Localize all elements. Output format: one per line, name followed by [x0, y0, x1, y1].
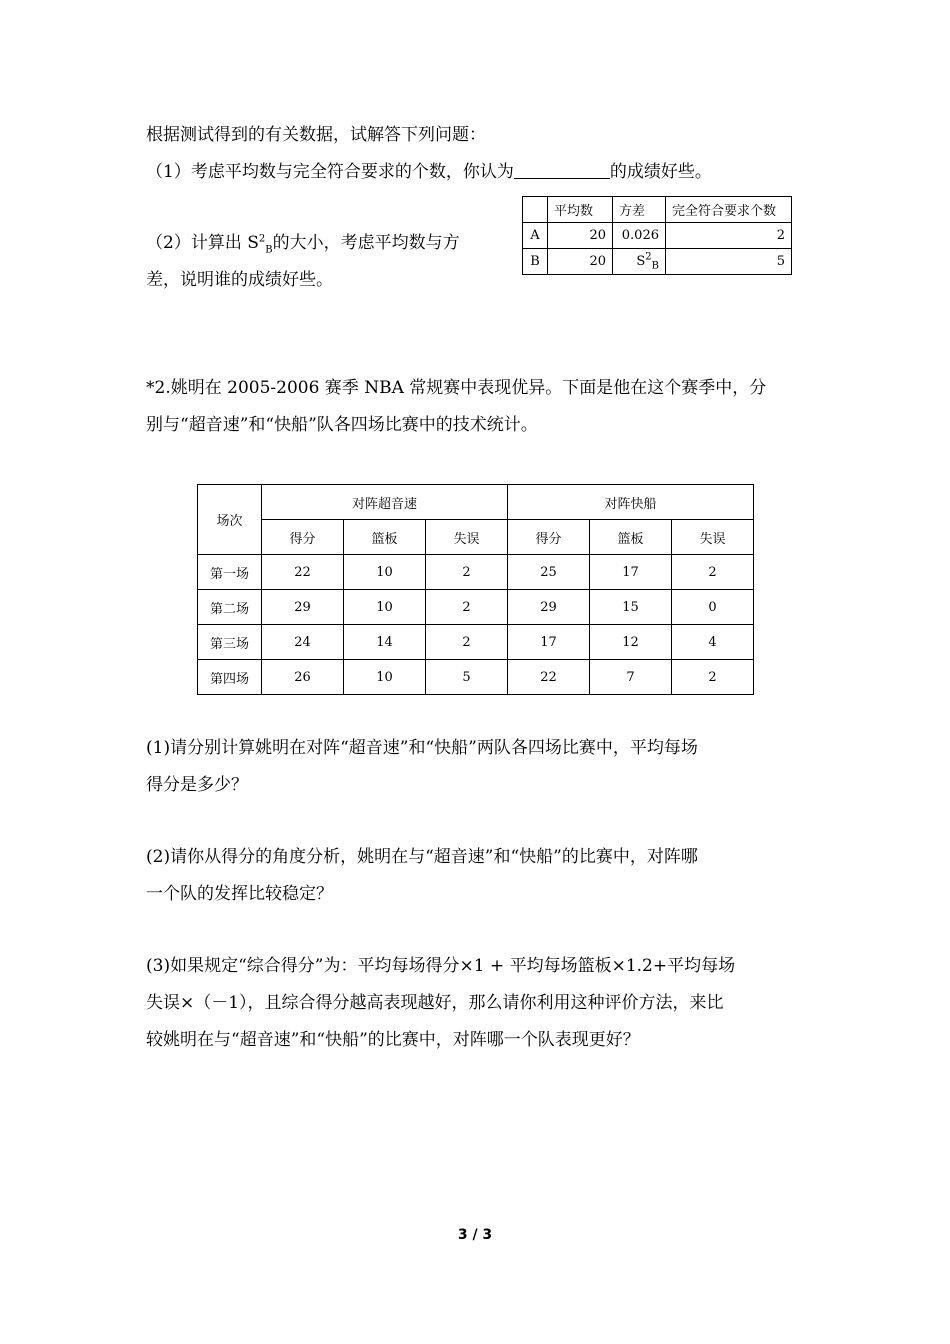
stats-subheader: [198, 520, 754, 555]
row-count: 2: [666, 223, 792, 249]
subheader-rebounds: 篮板: [590, 520, 672, 555]
row-label: 第四场: [198, 660, 262, 695]
intro-text: 根据测试得到的有关数据，试解答下列问题：: [146, 125, 486, 145]
stats-table: [197, 484, 754, 695]
question-2-sub: B: [265, 244, 273, 256]
row-count: 5: [666, 249, 792, 275]
cell: 25: [508, 555, 590, 590]
question-2-prefix: （2）计算出 S: [146, 233, 259, 253]
cell: 17: [508, 625, 590, 660]
corner-cell: 场次: [198, 485, 262, 555]
cell: 2: [426, 590, 508, 625]
sub-question-3-line3: 较姚明在与“超音速”和“快船”的比赛中，对阵哪一个队表现更好？: [146, 1030, 640, 1050]
stats-group-header: [198, 485, 754, 520]
cell: 29: [508, 590, 590, 625]
subheader-points: 得分: [262, 520, 344, 555]
table-row: [198, 590, 754, 625]
problem-2-line1: *2.姚明在 2005-2006 赛季 NBA 常规赛中表现优异。下面是他在这个赛季中，分: [146, 378, 767, 398]
header-blank: [523, 197, 548, 223]
row-label: 第二场: [198, 590, 262, 625]
cell: 7: [590, 660, 672, 695]
cell: 0: [672, 590, 754, 625]
cell: 4: [672, 625, 754, 660]
table-row: [198, 625, 754, 660]
problem-2-line2: 别与“超音速”和“快船”队各四场比赛中的技术统计。: [146, 415, 538, 435]
sub-question-3-line1: (3)如果规定“综合得分”为：平均每场得分×1 + 平均每场篮板×1.2+平均每场: [146, 956, 736, 976]
question-2-line1: [146, 233, 460, 256]
subheader-rebounds: 篮板: [344, 520, 426, 555]
table-row: [198, 555, 754, 590]
row-variance: 0.026: [613, 223, 666, 249]
row-mean: 20: [548, 223, 613, 249]
subheader-turnovers: 失误: [672, 520, 754, 555]
cell: 2: [426, 555, 508, 590]
cell: 22: [262, 555, 344, 590]
variance-table: [522, 196, 792, 275]
cell: 14: [344, 625, 426, 660]
question-1-prefix: （1）考虑平均数与完全符合要求的个数，你认为: [146, 162, 514, 182]
group-clippers: 对阵快船: [508, 485, 754, 520]
cell: 10: [344, 555, 426, 590]
header-count: 完全符合要求个数: [666, 197, 792, 223]
sub-question-1-line1: (1)请分别计算姚明在对阵“超音速”和“快船”两队各四场比赛中，平均每场: [146, 738, 698, 758]
cell: 26: [262, 660, 344, 695]
question-2-suffix: 的大小，考虑平均数与方: [272, 233, 460, 253]
cell: 24: [262, 625, 344, 660]
row-label: 第一场: [198, 555, 262, 590]
cell: 10: [344, 590, 426, 625]
table-row: [198, 660, 754, 695]
cell: 12: [590, 625, 672, 660]
variance-sub: B: [651, 260, 659, 272]
cell: 22: [508, 660, 590, 695]
sub-question-2-line1: (2)请你从得分的角度分析，姚明在与“超音速”和“快船”的比赛中，对阵哪: [146, 847, 698, 867]
row-label: A: [523, 223, 548, 249]
group-supersonics: 对阵超音速: [262, 485, 508, 520]
cell: 17: [590, 555, 672, 590]
question-2-sup: 2: [258, 233, 266, 245]
cell: 5: [426, 660, 508, 695]
variance-sup: 2: [645, 251, 652, 263]
question-1-suffix: 的成绩好些。: [609, 162, 712, 182]
subheader-points: 得分: [508, 520, 590, 555]
variance-base: S: [636, 254, 646, 269]
page-number: 3 / 3: [457, 1227, 493, 1243]
variance-table-header: [523, 197, 792, 223]
row-label: 第三场: [198, 625, 262, 660]
sub-question-2-line2: 一个队的发挥比较稳定？: [146, 884, 333, 904]
cell: 2: [672, 660, 754, 695]
table-row: [523, 223, 792, 249]
table-row: [523, 249, 792, 275]
cell: 10: [344, 660, 426, 695]
row-mean: 20: [548, 249, 613, 275]
sub-question-3-line2: 失误×（－1），且综合得分越高表现越好，那么请你利用这种评价方法，来比: [146, 993, 724, 1013]
row-variance: [613, 249, 666, 275]
sub-question-1-line2: 得分是多少？: [146, 775, 248, 795]
row-label: B: [523, 249, 548, 275]
header-mean: 平均数: [548, 197, 613, 223]
cell: 29: [262, 590, 344, 625]
cell: 2: [672, 555, 754, 590]
question-1: [146, 162, 712, 182]
subheader-turnovers: 失误: [426, 520, 508, 555]
cell: 15: [590, 590, 672, 625]
cell: 2: [426, 625, 508, 660]
header-variance: 方差: [613, 197, 666, 223]
question-2-line2: 差，说明谁的成绩好些。: [146, 270, 333, 290]
answer-blank[interactable]: [514, 162, 610, 179]
